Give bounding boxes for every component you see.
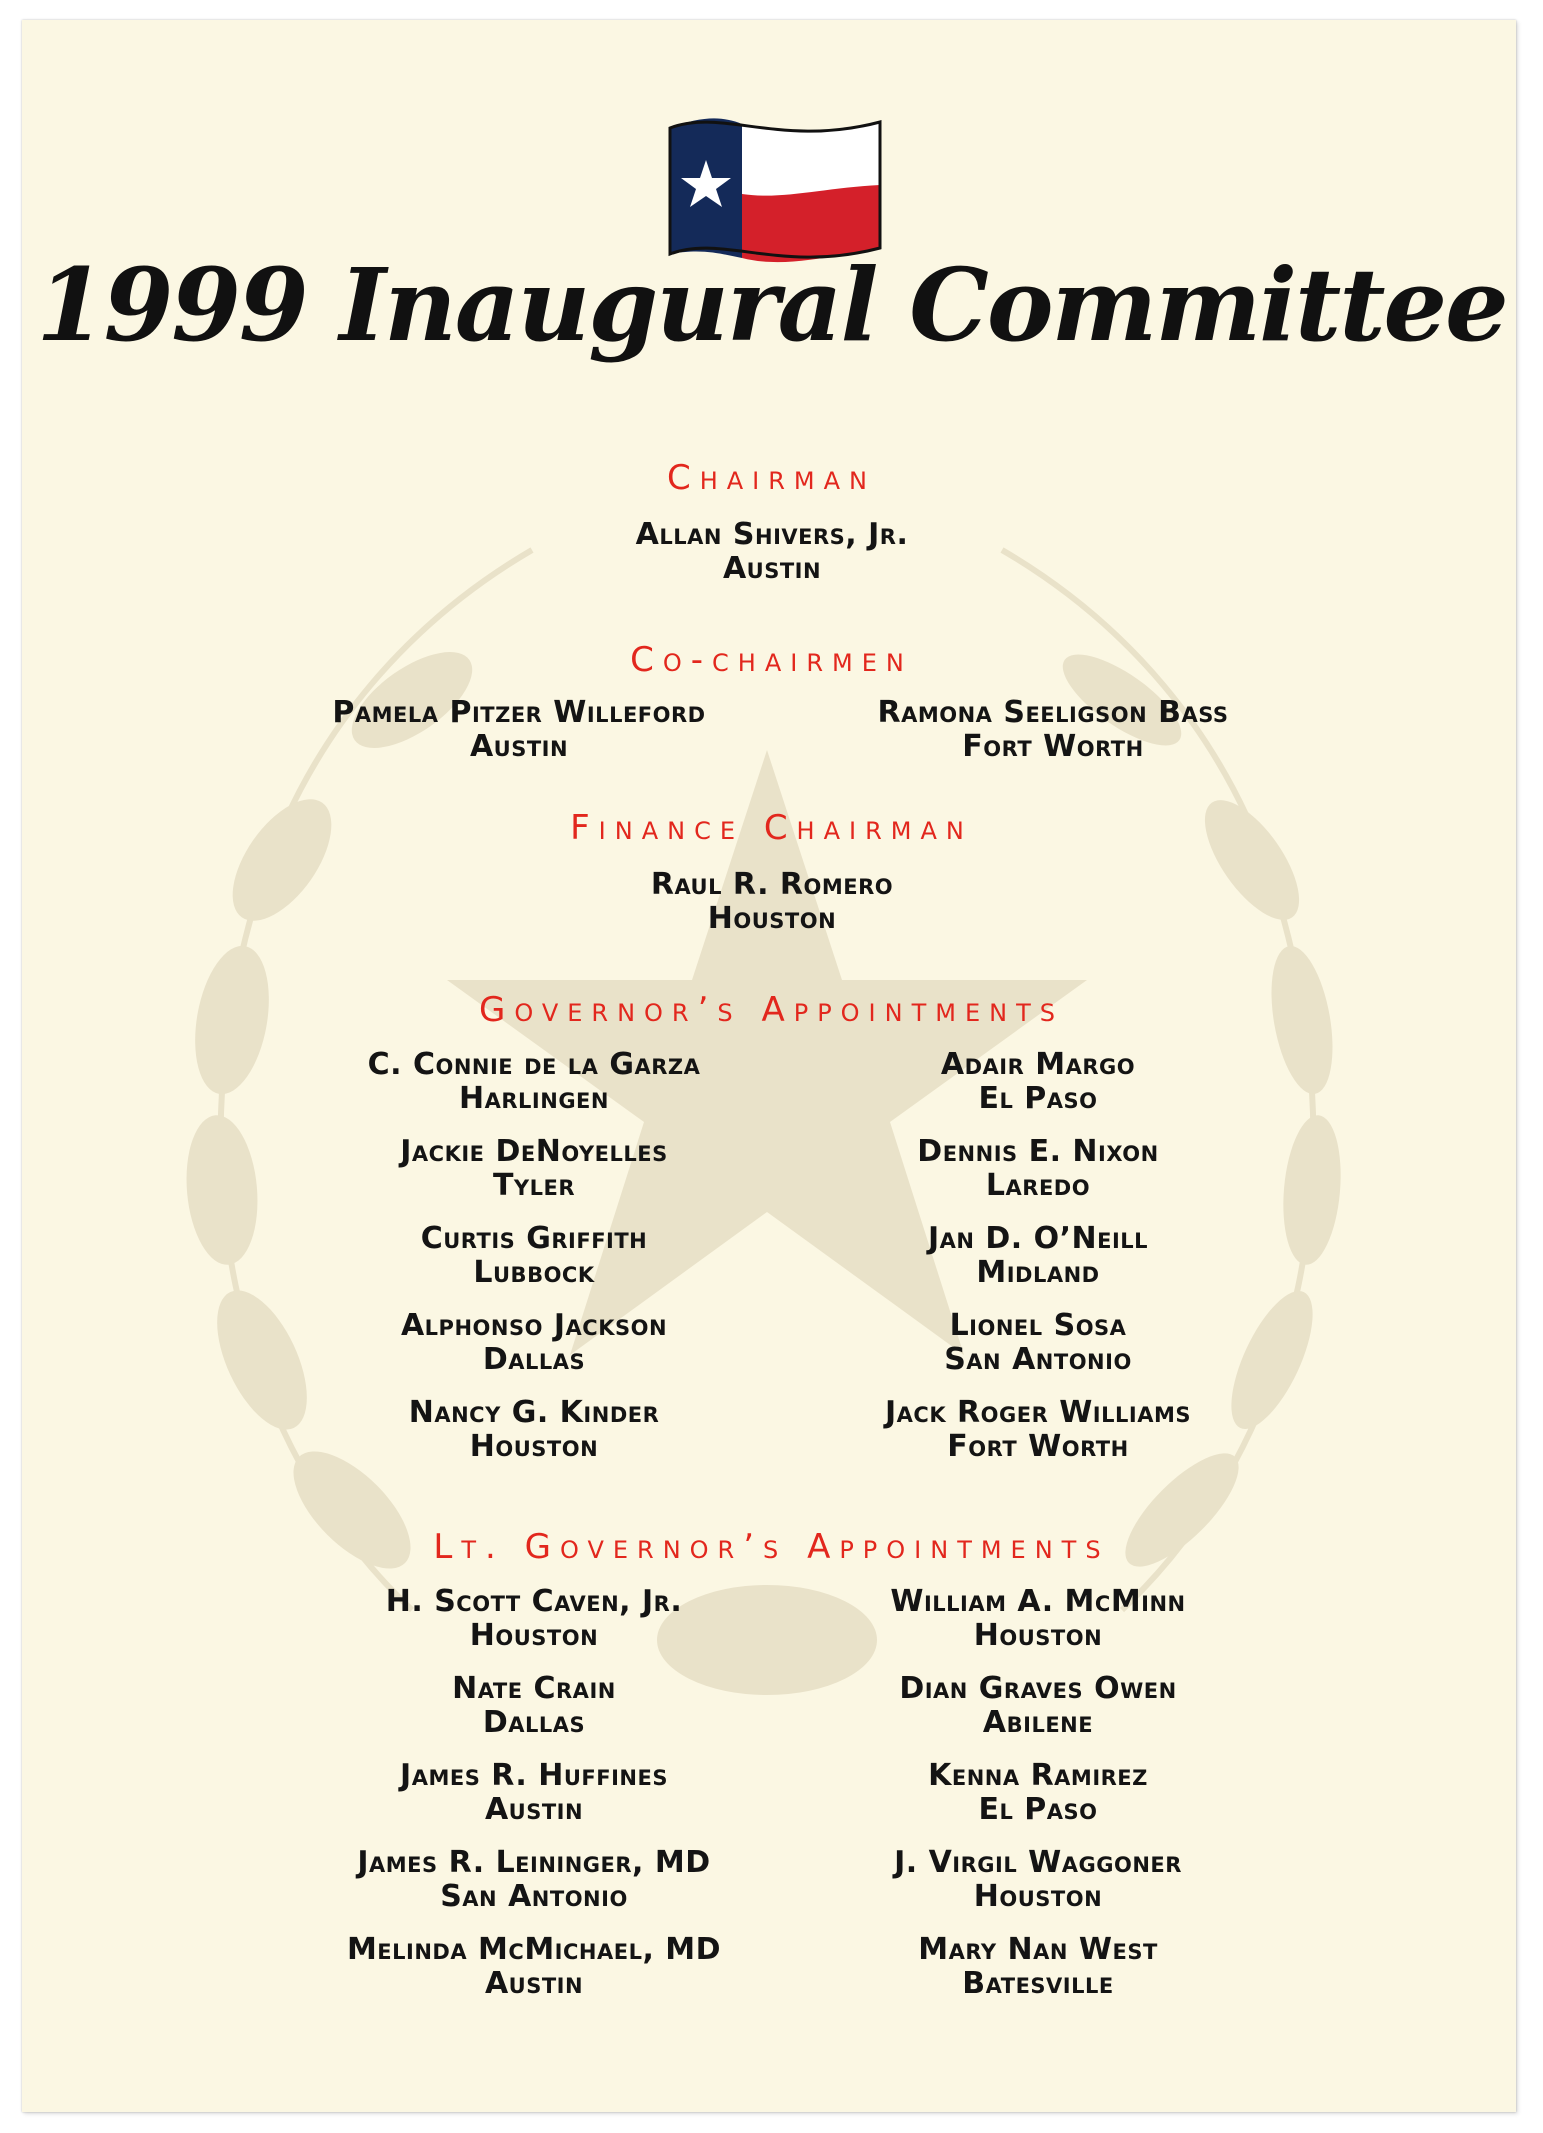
member-city: Houston [973,1618,1103,1653]
member-city: Austin [722,551,822,586]
appointee-entry [264,1585,804,1653]
appointee-entry [264,1672,804,1740]
appointee-entry [264,1309,804,1377]
member-city: Harlingen [459,1081,609,1116]
member-name: Adair Margo [940,1047,1136,1082]
texas-flag-icon [662,108,888,268]
heading-cochairmen: Co-chairmen [630,640,913,680]
member-name: J. Virgil Waggoner [894,1845,1182,1880]
member-name: Alphonso Jackson [400,1308,668,1343]
appointee-entry [768,1048,1308,1116]
appointee-entry [768,1846,1308,1914]
member-city: San Antonio [944,1342,1132,1377]
appointee-entry [264,1933,804,2001]
member-city: San Antonio [440,1879,628,1914]
member-name: Lionel Sosa [949,1308,1127,1343]
member-city: Lubbock [473,1255,595,1290]
member-city: Tyler [492,1168,576,1203]
member-name: Melinda McMichael, MD [346,1932,722,1967]
member-city: Austin [484,1792,584,1827]
member-city: El Paso [978,1081,1098,1116]
member-city: Austin [484,1966,584,2001]
member-name: Dennis E. Nixon [917,1134,1159,1169]
appointee-entry [264,1846,804,1914]
heading-finance-chairman: Finance Chairman [570,808,973,848]
member-city: El Paso [978,1792,1098,1827]
member-city: Dallas [482,1705,586,1740]
member-city: Houston [469,1618,599,1653]
appointee-entry [264,1048,804,1116]
appointee-entry [768,1759,1308,1827]
member-name: Dian Graves Owen [899,1671,1177,1706]
member-name: William A. McMinn [890,1584,1186,1619]
appointee-entry [768,1396,1308,1464]
member-name: Ramona Seeligson Bass [877,695,1229,730]
member-name: Nancy G. Kinder [408,1395,660,1430]
member-name: Jackie DeNoyelles [400,1134,668,1169]
appointee-entry [768,1672,1308,1740]
member-city: Houston [707,901,837,936]
appointee-entry [768,1135,1308,1203]
appointee-entry [264,1135,804,1203]
member-name: Raul R. Romero [650,867,894,902]
member-name: Kenna Ramirez [928,1758,1148,1793]
cochairman-entry [249,696,789,764]
member-city: Houston [973,1879,1103,1914]
member-name: C. Connie de la Garza [367,1047,701,1082]
page-title: 1999 Inaugural Committee [36,246,1507,364]
member-name: Pamela Pitzer Willeford [332,695,706,730]
member-name: Mary Nan West [918,1932,1158,1967]
member-city: Laredo [985,1168,1091,1203]
appointee-entry [768,1309,1308,1377]
finance-chairman-entry [502,868,1042,936]
appointee-entry [768,1222,1308,1290]
member-name: Nate Crain [452,1671,616,1706]
chairman-entry [502,518,1042,586]
member-name: Jack Roger Williams [885,1395,1191,1430]
appointee-entry [768,1933,1308,2001]
heading-lt-governors-appointments: Lt. Governor’s Appointments [433,1527,1110,1567]
appointee-entry [264,1396,804,1464]
member-name: Allan Shivers, Jr. [635,517,909,552]
member-city: Fort Worth [962,729,1144,764]
member-name: Jan D. O’Neill [927,1221,1149,1256]
member-name: Curtis Griffith [420,1221,648,1256]
member-city: Dallas [482,1342,586,1377]
member-name: James R. Leininger, MD [357,1845,711,1880]
member-city: Batesville [962,1966,1114,2001]
member-city: Austin [469,729,569,764]
appointee-entry [768,1585,1308,1653]
member-name: James R. Huffines [400,1758,668,1793]
member-city: Houston [469,1429,599,1464]
member-name: H. Scott Caven, Jr. [385,1584,683,1619]
member-city: Midland [976,1255,1100,1290]
member-city: Abilene [982,1705,1094,1740]
appointee-entry [264,1759,804,1827]
cochairman-entry [783,696,1323,764]
heading-governors-appointments: Governor’s Appointments [479,990,1064,1030]
heading-chairman: Chairman [666,458,877,498]
member-city: Fort Worth [947,1429,1129,1464]
appointee-entry [264,1222,804,1290]
